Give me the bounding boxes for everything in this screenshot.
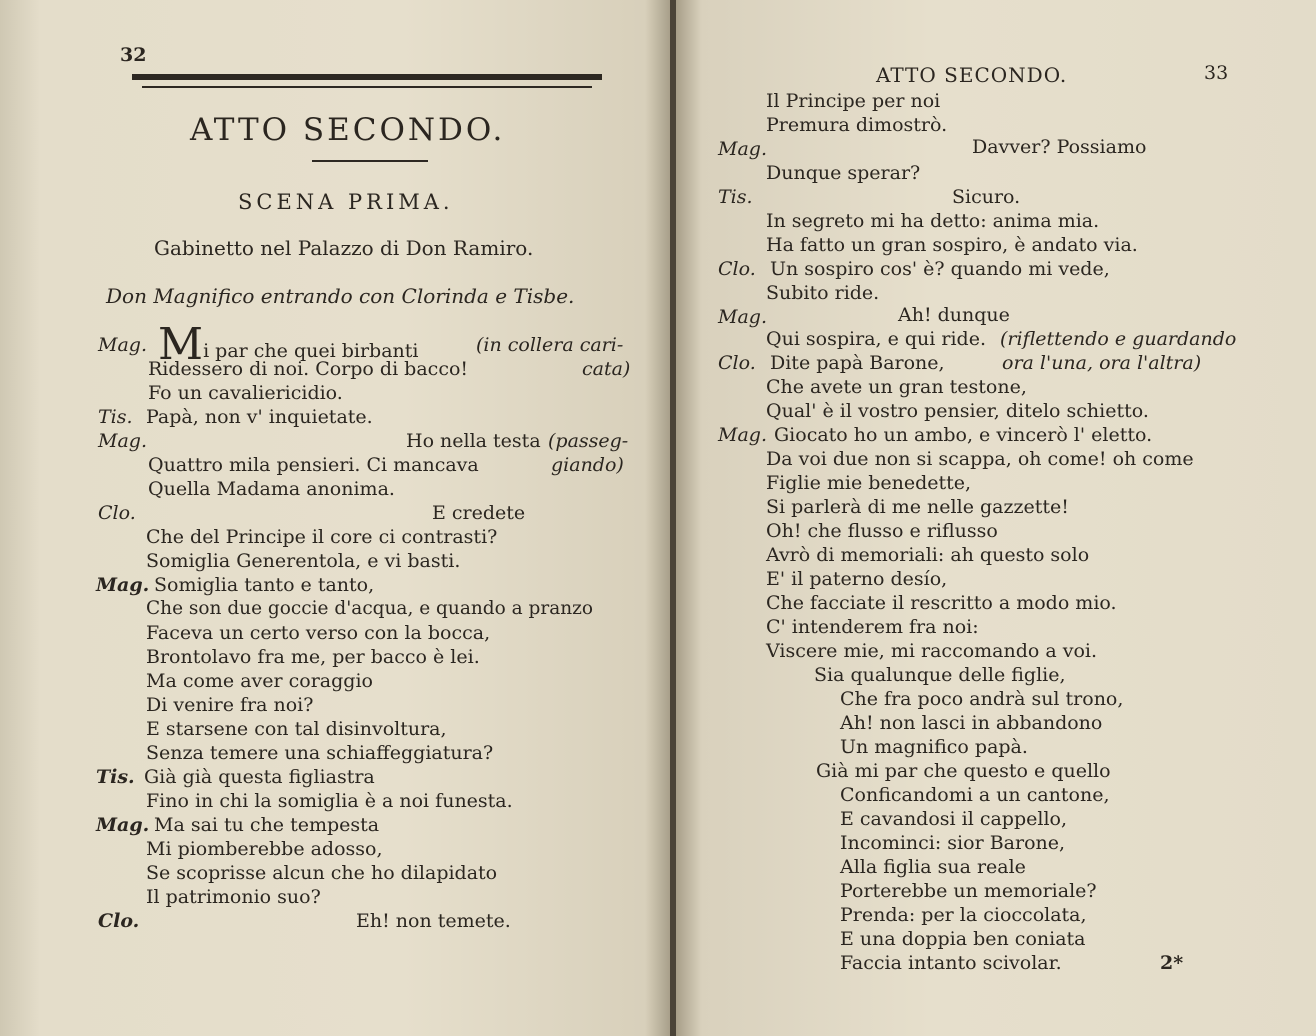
stage-direction: (riflettendo e guardando [1000,328,1237,350]
verse-line: E starsene con tal disinvoltura, [146,718,447,740]
stage-direction: (in collera cari- [476,334,624,356]
verse-line: Conficandomi a un cantone, [840,784,1110,806]
speaker: Clo. [98,502,136,524]
speaker: Tis. [718,186,753,208]
verse-line: E credete [432,502,526,524]
verse-line: Ma come aver coraggio [146,670,373,692]
verse-line: Già già questa figliastra [144,766,375,788]
verse-line: Subito ride. [766,282,880,304]
verse-line: Qui sospira, e qui ride. [766,328,987,350]
verse-line: Da voi due non si scappa, oh come! oh come [766,448,1194,470]
speaker: Mag. [98,430,147,452]
verse-line: Prenda: per la cioccolata, [840,904,1087,926]
page-number-right: 33 [1204,62,1229,84]
verse-line: Faccia intanto scivolar. [840,952,1062,974]
verse-line: Se scoprisse alcun che ho dilapidato [146,862,498,884]
speaker: Tis. [98,406,133,428]
verse-line: Che son due goccie d'acqua, e quando a pranzo [146,598,594,619]
verse-line: Che del Principe il core ci contrasti? [146,526,498,548]
verse-line: Fo un cavaliericidio. [148,382,343,404]
verse-line: In segreto mi ha detto: anima mia. [766,210,1100,232]
verse-line: Il patrimonio suo? [146,886,321,908]
speaker: Mag. [96,574,150,596]
speaker: Mag. [718,424,767,446]
verse-line: Si parlerà di me nelle gazzette! [766,496,1069,518]
header-rule-thin [142,86,592,88]
drop-cap: M [158,319,204,370]
verse-line: Sia qualunque delle figlie, [814,664,1066,686]
stage-direction: giando) [551,454,624,476]
verse-line: Di venire fra noi? [146,694,314,716]
verse-line: Avrò di memoriali: ah questo solo [766,544,1090,566]
verse-line: Ma sai tu che tempesta [154,814,380,836]
stage-direction: cata) [582,358,631,380]
act-title: ATTO SECONDO. [190,112,506,148]
speaker: Mag. [96,814,150,836]
verse-line: Oh! che flusso e riflusso [766,520,998,542]
verse-line: E cavandosi il cappello, [840,808,1068,830]
verse-line: Che avete un gran testone, [766,376,1027,398]
verse-line: Un magnifico papà. [840,736,1028,758]
verse-line: Quattro mila pensieri. Ci mancava [148,454,479,476]
verse-line: Viscere mie, mi raccomando a voi. [766,640,1098,662]
verse-line: Somiglia tanto e tanto, [154,574,375,596]
verse-line: Dunque sperar? [766,162,921,184]
verse-line: Un sospiro cos' è? quando mi vede, [770,258,1110,280]
verse-line: Già mi par che questo e quello [816,760,1111,782]
speaker: Clo. [98,910,140,932]
verse-line: Mi par che quei birbanti [158,319,419,370]
verse-line: Ah! non lasci in abbandono [840,712,1103,734]
speaker: Tis. [96,766,135,788]
speaker: Mag. [98,334,147,356]
verse-line: Figlie mie benedette, [766,472,972,494]
stage-direction: Don Magnifico entrando con Clorinda e Tisbe. [106,284,575,308]
signature-mark: 2* [1160,952,1184,974]
verse-line: Brontolavo fra me, per bacco è lei. [146,646,480,668]
verse-line: C' intenderem fra noi: [766,616,979,638]
verse-line: Premura dimostrò. [766,114,948,136]
verse-line: Faceva un certo verso con la bocca, [146,622,491,644]
verse-line: Ah! dunque [898,304,1010,326]
verse-line: Davver? Possiamo [972,136,1147,158]
verse-line: Qual' è il vostro pensier, ditelo schietto. [766,400,1149,422]
verse-line: Alla figlia sua reale [840,856,1026,878]
running-head: ATTO SECONDO. [876,63,1068,87]
verse-line: Eh! non temete. [356,910,511,932]
verse-line: Ha fatto un gran sospiro, è andato via. [766,234,1138,256]
page-number-left: 32 [120,44,147,66]
verse-line: Giocato ho un ambo, e vincerò l' eletto. [774,424,1153,446]
verse-line: Porterebbe un memoriale? [840,880,1097,902]
verse-line: E una doppia ben coniata [840,928,1086,950]
verse-line: Senza temere una schiaffeggiatura? [146,742,494,764]
stage-direction: (passeg- [548,430,629,452]
verse-line: Fino in chi la somiglia è a noi funesta. [146,790,513,812]
header-rule-thick [132,74,602,80]
verse-line: Quella Madama anonima. [148,478,395,500]
stage-direction: ora l'una, ora l'altra) [1002,352,1202,374]
scene-setting: Gabinetto nel Palazzo di Don Ramiro. [154,236,534,260]
verse-line: Il Principe per noi [766,90,941,112]
speaker: Mag. [718,306,767,328]
verse-line: Ridessero di noi. Corpo di bacco! [148,358,469,380]
verse-line: Sicuro. [952,186,1021,208]
verse-line: E' il paterno desío, [766,568,948,590]
verse-line: Mi piomberebbe adosso, [146,838,383,860]
speaker: Mag. [718,138,767,160]
verse-line: Che fra poco andrà sul trono, [840,688,1124,710]
title-rule [312,160,428,162]
verse-line: Somiglia Generentola, e vi basti. [146,550,461,572]
verse-line: Papà, non v' inquietate. [146,406,373,428]
speaker: Clo. [718,258,756,280]
verse-line: Ho nella testa [406,430,541,452]
verse-line: Che facciate il rescritto a modo mio. [766,592,1117,614]
verse-line: Dite papà Barone, [770,352,945,374]
verse-line: Incominci: sior Barone, [840,832,1066,854]
speaker: Clo. [718,352,756,374]
scene-title: SCENA PRIMA. [238,190,454,214]
right-page [676,0,1316,1036]
